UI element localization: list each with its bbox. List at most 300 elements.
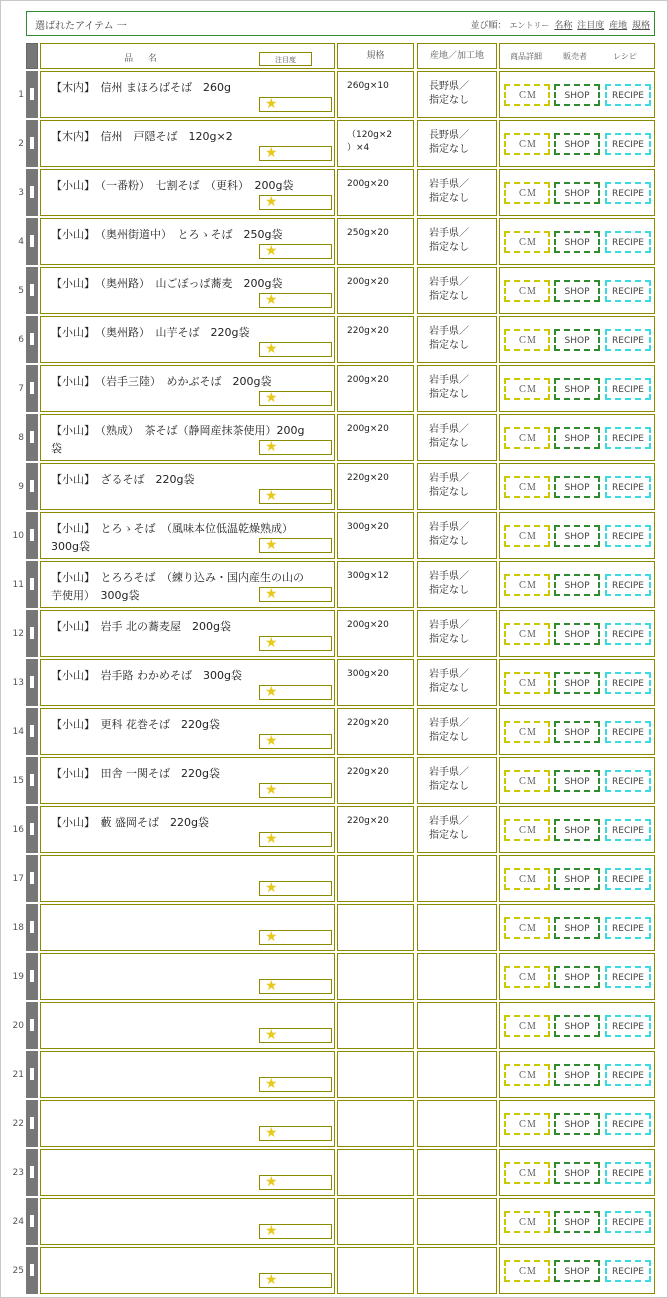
spec-cell (337, 267, 414, 314)
row-handle[interactable] (26, 120, 38, 167)
sort-label: 並び順： (470, 21, 507, 31)
attention-rating[interactable] (259, 979, 332, 994)
cm-button[interactable]: ＣＭ (504, 1211, 550, 1233)
column-header-spec: 規格 (337, 43, 414, 69)
item-name[interactable]: 【小山】 （奥州街道中） とろゝそば 250g袋 (51, 228, 283, 241)
shop-button[interactable]: SHOP (554, 1162, 600, 1184)
table-row (0, 1002, 668, 1049)
action-cell (499, 267, 655, 314)
item-name[interactable]: 【小山】 藪 盛岡そば 220g袋 (51, 816, 209, 829)
action-cell (499, 806, 655, 853)
attention-rating[interactable] (259, 1126, 332, 1141)
cm-button[interactable]: ＣＭ (504, 721, 550, 743)
row-handle-grip (30, 921, 34, 933)
recipe-button[interactable]: RECIPE (605, 84, 651, 106)
row-handle[interactable] (26, 806, 38, 853)
star-icon: ★ (265, 439, 278, 455)
row-number: 10 (12, 531, 24, 541)
column-seller-label: 販売者 (563, 52, 587, 61)
item-spec: （120g×2 ）×4 (347, 130, 393, 153)
shop-button[interactable]: SHOP (554, 917, 600, 939)
recipe-button[interactable]: RECIPE (605, 819, 651, 841)
row-handle[interactable] (26, 463, 38, 510)
origin-cell (417, 218, 497, 265)
column-detail-label: 商品詳細 (510, 52, 542, 61)
column-header-name (40, 43, 335, 69)
cm-button[interactable]: ＣＭ (504, 868, 550, 890)
column-name-label: 品 名 (124, 54, 163, 64)
item-name[interactable]: 【木内】 信州 まほろばそば 260g (51, 81, 231, 94)
cm-button[interactable]: ＣＭ (504, 280, 550, 302)
item-name[interactable]: 【小山】 ざるそば 220g袋 (51, 473, 195, 486)
recipe-button[interactable]: RECIPE (605, 525, 651, 547)
item-name[interactable]: 【小山】 （一番粉） 七割そば （更科） 200g袋 (51, 179, 294, 192)
attention-rating[interactable] (259, 587, 332, 602)
star-icon: ★ (265, 586, 278, 602)
item-name-cell (40, 1247, 335, 1294)
shop-button[interactable]: SHOP (554, 427, 600, 449)
table-row (0, 953, 668, 1000)
origin-cell (417, 463, 497, 510)
column-recipe-label: レシピ (613, 52, 637, 61)
attention-rating[interactable] (259, 440, 332, 455)
origin-cell (417, 1247, 497, 1294)
table-row (0, 904, 668, 951)
origin-cell (417, 267, 497, 314)
recipe-button[interactable]: RECIPE (605, 574, 651, 596)
cm-button[interactable]: ＣＭ (504, 1162, 550, 1184)
table-row (0, 1149, 668, 1196)
spec-cell (337, 414, 414, 461)
row-handle-grip (30, 88, 34, 100)
row-handle[interactable] (26, 267, 38, 314)
shop-button[interactable]: SHOP (554, 1211, 600, 1233)
origin-cell (417, 1198, 497, 1245)
action-cell (499, 169, 655, 216)
shop-button[interactable]: SHOP (554, 770, 600, 792)
item-spec: 260g×10 (347, 81, 389, 91)
row-number: 12 (12, 629, 24, 639)
column-attention-label: 注目度 (259, 52, 312, 66)
origin-cell (417, 659, 497, 706)
shop-button[interactable]: SHOP (554, 672, 600, 694)
star-icon: ★ (265, 96, 278, 112)
row-handle[interactable] (26, 953, 38, 1000)
section-title: 選ばれたアイテム 一 (35, 21, 127, 32)
recipe-button[interactable]: RECIPE (605, 721, 651, 743)
item-name-cell (40, 1002, 335, 1049)
cm-button[interactable]: ＣＭ (504, 378, 550, 400)
action-cell (499, 659, 655, 706)
attention-rating[interactable] (259, 97, 332, 112)
spec-cell (337, 1051, 414, 1098)
cm-button[interactable]: ＣＭ (504, 966, 550, 988)
row-handle-grip (30, 774, 34, 786)
table-row (0, 463, 668, 510)
recipe-button[interactable]: RECIPE (605, 329, 651, 351)
origin-cell (417, 708, 497, 755)
recipe-button[interactable]: RECIPE (605, 672, 651, 694)
header-bar (26, 43, 38, 69)
item-name-cell (40, 806, 335, 853)
row-number: 15 (12, 776, 24, 786)
attention-rating[interactable] (259, 881, 332, 896)
origin-cell (417, 120, 497, 167)
row-handle-grip (30, 1215, 34, 1227)
recipe-button[interactable]: RECIPE (605, 966, 651, 988)
row-handle[interactable] (26, 610, 38, 657)
cm-button[interactable]: ＣＭ (504, 623, 550, 645)
spec-cell (337, 1149, 414, 1196)
row-number: 21 (12, 1070, 24, 1080)
cm-button[interactable]: ＣＭ (504, 329, 550, 351)
table-row (0, 806, 668, 853)
item-name-cell (40, 120, 335, 167)
row-handle-grip (30, 725, 34, 737)
row-handle-grip (30, 970, 34, 982)
row-handle[interactable] (26, 414, 38, 461)
item-name-cell (40, 708, 335, 755)
row-handle[interactable] (26, 1247, 38, 1294)
item-name-cell (40, 953, 335, 1000)
star-icon: ★ (265, 1223, 278, 1239)
item-name[interactable]: 【小山】 （奥州路） 山芋そば 220g袋 (51, 326, 250, 339)
row-handle-grip (30, 823, 34, 835)
shop-button[interactable]: SHOP (554, 476, 600, 498)
spec-cell (337, 1002, 414, 1049)
star-icon: ★ (265, 782, 278, 798)
item-name[interactable]: 【木内】 信州 戸隠そば 120g×2 (51, 130, 233, 143)
attention-rating[interactable] (259, 783, 332, 798)
table-row (0, 855, 668, 902)
item-name[interactable]: 【小山】 （奥州路） 山ごぼっぱ蕎麦 200g袋 (51, 277, 283, 290)
row-number: 5 (18, 286, 24, 296)
origin-cell (417, 414, 497, 461)
spec-cell (337, 463, 414, 510)
action-cell (499, 561, 655, 608)
attention-rating[interactable] (259, 293, 332, 308)
item-name-cell (40, 1051, 335, 1098)
sort-entry: エントリー (509, 21, 550, 30)
cm-button[interactable]: ＣＭ (504, 574, 550, 596)
sort-bar (471, 18, 650, 31)
sort-link-name[interactable]: 名称 (554, 21, 573, 31)
spec-cell (337, 316, 414, 363)
item-origin: 岩手県／ 指定なし (429, 816, 469, 841)
shop-button[interactable]: SHOP (554, 574, 600, 596)
row-handle-grip (30, 480, 34, 492)
row-number: 22 (12, 1119, 24, 1129)
row-handle[interactable] (26, 561, 38, 608)
recipe-button[interactable]: RECIPE (605, 427, 651, 449)
sort-link-spec[interactable]: 規格 (631, 21, 650, 31)
table-row (0, 1247, 668, 1294)
row-handle-grip (30, 627, 34, 639)
row-handle-grip (30, 137, 34, 149)
item-name-cell (40, 904, 335, 951)
table-row (0, 757, 668, 804)
origin-cell (417, 316, 497, 363)
action-cell (499, 904, 655, 951)
item-name[interactable]: 【小山】 とろゝそば （風味本位低温乾燥熟成）300g袋 (51, 522, 293, 553)
row-handle[interactable] (26, 1002, 38, 1049)
row-handle[interactable] (26, 1051, 38, 1098)
shop-button[interactable]: SHOP (554, 819, 600, 841)
action-cell (499, 218, 655, 265)
cm-button[interactable]: ＣＭ (504, 672, 550, 694)
attention-rating[interactable] (259, 930, 332, 945)
row-handle[interactable] (26, 1198, 38, 1245)
row-handle[interactable] (26, 316, 38, 363)
star-icon: ★ (265, 243, 278, 259)
action-cell (499, 120, 655, 167)
item-name[interactable]: 【小山】 （岩手三陸） めかぶそば 200g袋 (51, 375, 272, 388)
attention-rating[interactable] (259, 1028, 332, 1043)
item-origin: 岩手県／ 指定なし (429, 718, 469, 743)
item-spec: 200g×20 (347, 424, 389, 434)
table-row (0, 169, 668, 216)
recipe-button[interactable]: RECIPE (605, 133, 651, 155)
attention-rating[interactable] (259, 195, 332, 210)
row-number: 23 (12, 1168, 24, 1178)
row-handle[interactable] (26, 904, 38, 951)
cm-button[interactable]: ＣＭ (504, 84, 550, 106)
row-handle[interactable] (26, 71, 38, 118)
item-spec: 220g×20 (347, 326, 389, 336)
sort-link-attention[interactable]: 注目度 (577, 21, 605, 31)
cm-button[interactable]: ＣＭ (504, 476, 550, 498)
item-name-cell (40, 561, 335, 608)
recipe-button[interactable]: RECIPE (605, 231, 651, 253)
shop-button[interactable]: SHOP (554, 966, 600, 988)
item-spec: 220g×20 (347, 718, 389, 728)
cm-button[interactable]: ＣＭ (504, 1015, 550, 1037)
attention-rating[interactable] (259, 1077, 332, 1092)
attention-rating[interactable] (259, 636, 332, 651)
cm-button[interactable]: ＣＭ (504, 1064, 550, 1086)
table-row (0, 365, 668, 412)
attention-rating[interactable] (259, 1273, 332, 1288)
item-name-cell (40, 757, 335, 804)
recipe-button[interactable]: RECIPE (605, 1260, 651, 1282)
recipe-button[interactable]: RECIPE (605, 182, 651, 204)
item-origin: 岩手県／ 指定なし (429, 424, 469, 449)
table-row (0, 71, 668, 118)
shop-button[interactable]: SHOP (554, 133, 600, 155)
origin-cell (417, 757, 497, 804)
table-row (0, 561, 668, 608)
item-origin: 岩手県／ 指定なし (429, 179, 469, 204)
item-name-cell (40, 855, 335, 902)
cm-button[interactable]: ＣＭ (504, 133, 550, 155)
row-number: 7 (18, 384, 24, 394)
attention-rating[interactable] (259, 244, 332, 259)
shop-button[interactable]: SHOP (554, 623, 600, 645)
cm-button[interactable]: ＣＭ (504, 427, 550, 449)
item-name[interactable]: 【小山】 更科 花巻そば 220g袋 (51, 718, 220, 731)
attention-rating[interactable] (259, 146, 332, 161)
origin-cell (417, 904, 497, 951)
row-handle[interactable] (26, 1100, 38, 1147)
recipe-button[interactable]: RECIPE (605, 1162, 651, 1184)
attention-rating[interactable] (259, 391, 332, 406)
row-handle-grip (30, 1166, 34, 1178)
row-handle[interactable] (26, 169, 38, 216)
row-handle[interactable] (26, 659, 38, 706)
item-spec: 200g×20 (347, 179, 389, 189)
action-cell (499, 1149, 655, 1196)
row-handle[interactable] (26, 708, 38, 755)
attention-rating[interactable] (259, 1224, 332, 1239)
action-cell (499, 610, 655, 657)
origin-cell (417, 1051, 497, 1098)
item-origin: 岩手県／ 指定なし (429, 473, 469, 498)
item-origin: 岩手県／ 指定なし (429, 326, 469, 351)
row-handle-grip (30, 529, 34, 541)
row-handle-grip (30, 1264, 34, 1276)
recipe-button[interactable]: RECIPE (605, 378, 651, 400)
item-origin: 岩手県／ 指定なし (429, 620, 469, 645)
shop-button[interactable]: SHOP (554, 721, 600, 743)
cm-button[interactable]: ＣＭ (504, 231, 550, 253)
recipe-button[interactable]: RECIPE (605, 1113, 651, 1135)
row-number: 16 (12, 825, 24, 835)
table-row (0, 267, 668, 314)
action-cell (499, 1198, 655, 1245)
shop-button[interactable]: SHOP (554, 182, 600, 204)
row-handle[interactable] (26, 512, 38, 559)
shop-button[interactable]: SHOP (554, 1260, 600, 1282)
shop-button[interactable]: SHOP (554, 329, 600, 351)
row-number: 4 (18, 237, 24, 247)
origin-cell (417, 561, 497, 608)
item-origin: 岩手県／ 指定なし (429, 375, 469, 400)
item-origin: 岩手県／ 指定なし (429, 228, 469, 253)
recipe-button[interactable]: RECIPE (605, 1211, 651, 1233)
attention-rating[interactable] (259, 734, 332, 749)
item-name-cell (40, 365, 335, 412)
recipe-button[interactable]: RECIPE (605, 917, 651, 939)
cm-button[interactable]: ＣＭ (504, 1260, 550, 1282)
action-cell (499, 1002, 655, 1049)
attention-rating[interactable] (259, 489, 332, 504)
recipe-button[interactable]: RECIPE (605, 868, 651, 890)
shop-button[interactable]: SHOP (554, 280, 600, 302)
row-handle[interactable] (26, 757, 38, 804)
cm-button[interactable]: ＣＭ (504, 917, 550, 939)
shop-button[interactable]: SHOP (554, 525, 600, 547)
recipe-button[interactable]: RECIPE (605, 476, 651, 498)
cm-button[interactable]: ＣＭ (504, 525, 550, 547)
item-spec: 300g×12 (347, 571, 389, 581)
item-name[interactable]: 【小山】 田舎 一関そば 220g袋 (51, 767, 220, 780)
item-name-cell (40, 512, 335, 559)
attention-rating[interactable] (259, 538, 332, 553)
recipe-button[interactable]: RECIPE (605, 1015, 651, 1037)
shop-button[interactable]: SHOP (554, 84, 600, 106)
column-header-actions (499, 43, 655, 69)
item-name-cell (40, 610, 335, 657)
item-origin: 長野県／ 指定なし (429, 81, 469, 106)
row-handle[interactable] (26, 1149, 38, 1196)
item-name-cell (40, 414, 335, 461)
item-origin: 岩手県／ 指定なし (429, 522, 469, 547)
row-handle-grip (30, 676, 34, 688)
star-icon: ★ (265, 684, 278, 700)
cm-button[interactable]: ＣＭ (504, 770, 550, 792)
item-spec: 220g×20 (347, 816, 389, 826)
spec-cell (337, 806, 414, 853)
cm-button[interactable]: ＣＭ (504, 1113, 550, 1135)
action-cell (499, 855, 655, 902)
item-name-cell (40, 463, 335, 510)
spec-cell (337, 365, 414, 412)
attention-rating[interactable] (259, 1175, 332, 1190)
origin-cell (417, 1100, 497, 1147)
item-spec: 220g×20 (347, 473, 389, 483)
star-icon: ★ (265, 537, 278, 553)
recipe-button[interactable]: RECIPE (605, 1064, 651, 1086)
selected-items-header (26, 11, 655, 36)
action-cell (499, 953, 655, 1000)
action-cell (499, 71, 655, 118)
attention-rating[interactable] (259, 685, 332, 700)
cm-button[interactable]: ＣＭ (504, 182, 550, 204)
cm-button[interactable]: ＣＭ (504, 819, 550, 841)
row-handle-grip (30, 1068, 34, 1080)
spec-cell (337, 1247, 414, 1294)
item-origin: 長野県／ 指定なし (429, 130, 469, 155)
row-handle[interactable] (26, 365, 38, 412)
row-handle[interactable] (26, 855, 38, 902)
shop-button[interactable]: SHOP (554, 231, 600, 253)
item-spec: 200g×20 (347, 277, 389, 287)
item-name[interactable]: 【小山】 岩手路 わかめそば 300g袋 (51, 669, 242, 682)
shop-button[interactable]: SHOP (554, 1113, 600, 1135)
item-name[interactable]: 【小山】 岩手 北の蕎麦屋 200g袋 (51, 620, 231, 633)
shop-button[interactable]: SHOP (554, 1015, 600, 1037)
table-row (0, 120, 668, 167)
shop-button[interactable]: SHOP (554, 1064, 600, 1086)
row-handle[interactable] (26, 218, 38, 265)
action-cell (499, 1051, 655, 1098)
spec-cell (337, 855, 414, 902)
item-name-cell (40, 218, 335, 265)
star-icon: ★ (265, 194, 278, 210)
item-name-cell (40, 267, 335, 314)
spec-cell (337, 610, 414, 657)
attention-rating[interactable] (259, 342, 332, 357)
item-spec: 200g×20 (347, 375, 389, 385)
shop-button[interactable]: SHOP (554, 868, 600, 890)
row-number: 11 (12, 580, 24, 590)
attention-rating[interactable] (259, 832, 332, 847)
spec-cell (337, 904, 414, 951)
star-icon: ★ (265, 1174, 278, 1190)
recipe-button[interactable]: RECIPE (605, 280, 651, 302)
table-row (0, 316, 668, 363)
item-name[interactable]: 【小山】 とろろそば （練り込み・国内産生の山の芋使用） 300g袋 (51, 571, 304, 602)
sort-link-origin[interactable]: 産地 (609, 21, 628, 31)
shop-button[interactable]: SHOP (554, 378, 600, 400)
table-row (0, 708, 668, 755)
item-origin: 岩手県／ 指定なし (429, 277, 469, 302)
recipe-button[interactable]: RECIPE (605, 623, 651, 645)
recipe-button[interactable]: RECIPE (605, 770, 651, 792)
row-handle-grip (30, 1117, 34, 1129)
item-name[interactable]: 【小山】 （熟成） 茶そば（静岡産抹茶使用）200g袋 (51, 424, 305, 455)
row-number: 20 (12, 1021, 24, 1031)
